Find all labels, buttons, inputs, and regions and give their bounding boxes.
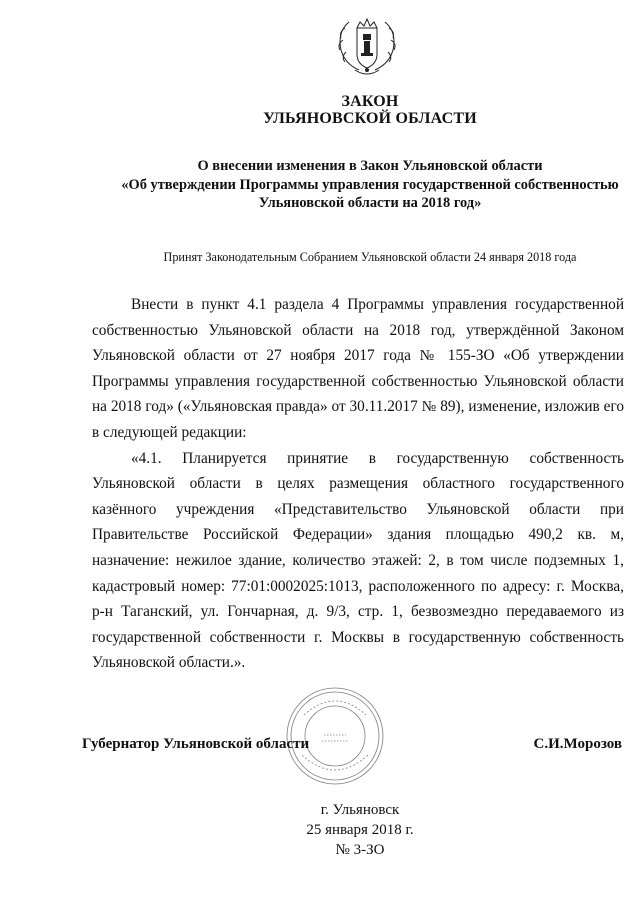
signing-details (0, 800, 640, 860)
signing-city: г. Ульяновск (320, 802, 400, 818)
law-subtitle (80, 157, 640, 213)
subtitle-line: Ульяновской области на 2018 год» (258, 195, 482, 212)
adoption-note: Принят Законодательным Собранием Ульяновской области 24 января 2018 года (163, 250, 577, 264)
signatory-position: Губернатор Ульяновской области (82, 736, 310, 752)
law-title: ЗАКОН (341, 93, 399, 110)
law-body (92, 292, 624, 676)
subtitle-line: О внесении изменения в Закон Ульяновской области (197, 158, 543, 174)
signature-row (82, 736, 622, 758)
law-region-title: УЛЬЯНОВСКОЙ ОБЛАСТИ (263, 110, 477, 127)
coat-of-arms-icon (327, 8, 407, 80)
body-paragraph: Внести в пункт 4.1 раздела 4 Программы управления государственной собственностью Ульяновской области на 2018 год, утверждённой Законом Ульяновской области от 27 ноября 2017 года № 155-ЗО «Об утверждении Программы управления государственной собственностью Ульяновской области на 2018 год» («Ульяновская правда» от 30.11.2017 № 89), изменение, изложив его в следующей редакции: (92, 296, 624, 441)
law-number: № 3-ЗО (335, 842, 385, 858)
signing-date: 25 января 2018 г. (306, 822, 414, 838)
subtitle-line: «Об утверждении Программы управления государственной собственностью (121, 176, 619, 193)
signatory-name: С.И.Морозов (533, 736, 622, 752)
body-paragraph: «4.1. Планируется принятие в государственную собственность Ульяновской области в целях размещения областного государственного казённого учреждения «Представительство Ульяновской области при Правительстве Российской Федерации» здания площадью 490,2 кв. м, назначение: нежилое здание, количество этажей: 2, в том числе подземных 1, кадастровый номер: 77:01:0002025:1013, расположенного по адресу: г. Москва, р-н Таганский, ул. Гончарная, д. 9/3, стр. 1, безвозмездно передаваемого из государственной собственности г. Москвы в государственную собственность Ульяновской области.». (92, 449, 624, 672)
